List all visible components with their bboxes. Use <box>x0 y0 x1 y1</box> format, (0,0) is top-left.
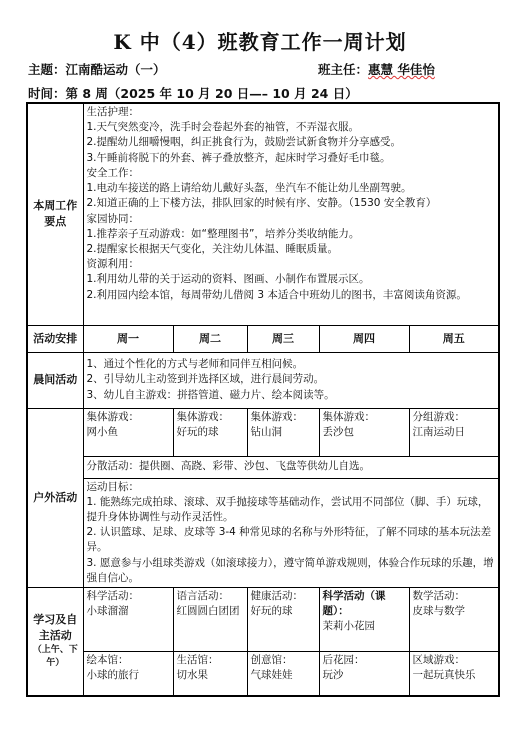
study-name: 皮球与数学 <box>412 605 465 618</box>
morning-line: 3、幼儿自主游戏：拼搭管道、磁力片、绘本阅读等。 <box>86 388 335 401</box>
weekly-plan-table <box>26 102 500 697</box>
study-monday <box>83 588 173 652</box>
focus-line: 1.利用幼儿带的关于运动的资料、图画、小制作布置展示区。 <box>86 273 370 286</box>
goal-line: 运动目标： <box>86 480 139 493</box>
morning-line: 1、通过个性化的方式与老师和同伴互相问候。 <box>86 358 304 371</box>
game-head: 集体游戏： <box>86 410 139 423</box>
page-title: K 中（4）班教育工作一周计划 <box>113 30 407 54</box>
focus-line: 1.推荐亲子互动游戏：如“整理图书”，培养分类收纳能力。 <box>86 227 360 240</box>
area-head: 后花园： <box>322 654 365 667</box>
area-head: 绘本馆： <box>86 654 129 667</box>
study-head: 科学活动（课题）： <box>322 590 386 618</box>
study-friday <box>409 588 499 652</box>
focus-line: 生活护理： <box>86 106 139 118</box>
area-name: 玩沙 <box>322 669 344 682</box>
game-name: 好玩的球 <box>176 425 219 438</box>
game-head: 集体游戏： <box>250 410 303 423</box>
outdoor-game-tuesday <box>173 408 247 456</box>
time-label: 时间： <box>28 86 66 101</box>
focus-line: 资源利用： <box>86 258 139 271</box>
game-name: 丢沙包 <box>322 425 354 438</box>
area-head: 创意馆： <box>250 654 293 667</box>
study-wednesday <box>247 588 319 652</box>
day-monday: 周一 <box>83 325 173 352</box>
study-head: 科学活动： <box>86 590 139 603</box>
day-wednesday: 周三 <box>247 325 319 352</box>
focus-line: 2.知道正确的上下楼方法，排队回家的时候有序、安静。（1530 安全教育） <box>86 197 437 210</box>
game-head: 分组游戏： <box>412 410 465 423</box>
area-thursday <box>319 652 409 696</box>
study-thursday <box>319 588 409 652</box>
day-tuesday: 周二 <box>173 325 247 352</box>
morning-content <box>83 352 499 408</box>
outdoor-goals <box>83 478 499 588</box>
teacher-value: 惠慧 华佳怡 <box>368 62 435 77</box>
outdoor-game-monday <box>83 408 173 456</box>
goal-line: 3. 愿意参与小组球类游戏（如滚球接力），遵守简单游戏规则，体验合作玩球的乐趣，增强自信心。 <box>86 556 494 584</box>
outdoor-free-activity: 分散活动：提供圈、高跷、彩带、沙包、飞盘等供幼儿自选。 <box>83 456 499 478</box>
outdoor-game-thursday <box>319 408 409 456</box>
study-head: 健康活动： <box>250 590 303 603</box>
study-label-cell <box>27 588 83 696</box>
day-friday: 周五 <box>409 325 499 352</box>
focus-line: 家园协同： <box>86 212 139 225</box>
area-head: 区域游戏： <box>412 654 465 667</box>
focus-content <box>83 103 499 325</box>
teacher-line <box>318 60 508 78</box>
goal-line: 1. 能熟练完成拍球、滚球、双手抛接球等基础动作，尝试用不同部位（脚、手）玩球，提升身体协调性与动作灵活性。 <box>86 495 489 523</box>
study-name: 小球溜溜 <box>86 605 129 618</box>
study-name: 好玩的球 <box>250 605 293 618</box>
focus-line: 2.提醒家长根据天气变化，关注幼儿体温、睡眠质量。 <box>86 242 339 255</box>
focus-line: 安全工作： <box>86 166 139 179</box>
focus-line: 1.电动车接送的路上请给幼儿戴好头盔，坐汽车不能让幼儿坐副驾驶。 <box>86 182 412 195</box>
day-thursday: 周四 <box>319 325 409 352</box>
outdoor-game-wednesday <box>247 408 319 456</box>
area-name: 小球的旅行 <box>86 669 139 682</box>
game-name: 江南运动日 <box>412 425 465 438</box>
time-value: 第 8 周（2025 年 10 月 20 日—– 10 月 24 日） <box>65 86 358 101</box>
area-monday <box>83 652 173 696</box>
theme-value: 江南酷运动（一） <box>65 62 166 77</box>
outdoor-label: 户外活动 <box>27 408 83 588</box>
game-name: 网小鱼 <box>86 425 118 438</box>
area-name: 切水果 <box>176 669 208 682</box>
area-tuesday <box>173 652 247 696</box>
game-head: 集体游戏： <box>322 410 375 423</box>
focus-line: 1.天气突然变冷，洗手时会卷起外套的袖管，不弄湿衣服。 <box>86 121 360 134</box>
morning-label: 晨间活动 <box>27 352 83 408</box>
area-wednesday <box>247 652 319 696</box>
focus-label: 本周工作要点 <box>27 103 83 325</box>
study-name: 茉莉小花园 <box>322 620 375 633</box>
focus-line: 3.午睡前将脱下的外套、裤子叠放整齐，起床时学习叠好毛巾毯。 <box>86 151 391 164</box>
study-label: 学习及自主活动 <box>33 613 78 643</box>
theme-label: 主题： <box>28 62 66 77</box>
study-name: 红圆圆白团团 <box>176 605 240 618</box>
schedule-label: 活动安排 <box>27 325 83 352</box>
outdoor-game-friday <box>409 408 499 456</box>
game-head: 集体游戏： <box>176 410 229 423</box>
study-head: 数学活动： <box>412 590 465 603</box>
goal-line: 2. 认识篮球、足球、皮球等 3-4 种常见球的名称与外形特征，了解不同球的基本玩法差异。 <box>86 526 492 554</box>
area-name: 一起玩真快乐 <box>412 669 476 682</box>
area-head: 生活馆： <box>176 654 219 667</box>
study-sublabel: （上午、下午） <box>32 645 78 669</box>
teacher-label: 班主任： <box>318 62 369 77</box>
focus-line: 2.提醒幼儿细嚼慢咽，纠正挑食行为，鼓励尝试新食物并分享感受。 <box>86 136 402 149</box>
study-head: 语言活动： <box>176 590 229 603</box>
area-name: 气球娃娃 <box>250 669 293 682</box>
time-line <box>28 84 498 102</box>
focus-line: 2.利用园内绘本馆，每周带幼儿借阅 3 本适合中班幼儿的图书，丰富阅读角资源。 <box>86 288 467 301</box>
morning-line: 2、引导幼儿主动签到并选择区域，进行晨间劳动。 <box>86 373 325 386</box>
study-tuesday <box>173 588 247 652</box>
game-name: 钻山洞 <box>250 425 282 438</box>
area-friday <box>409 652 499 696</box>
